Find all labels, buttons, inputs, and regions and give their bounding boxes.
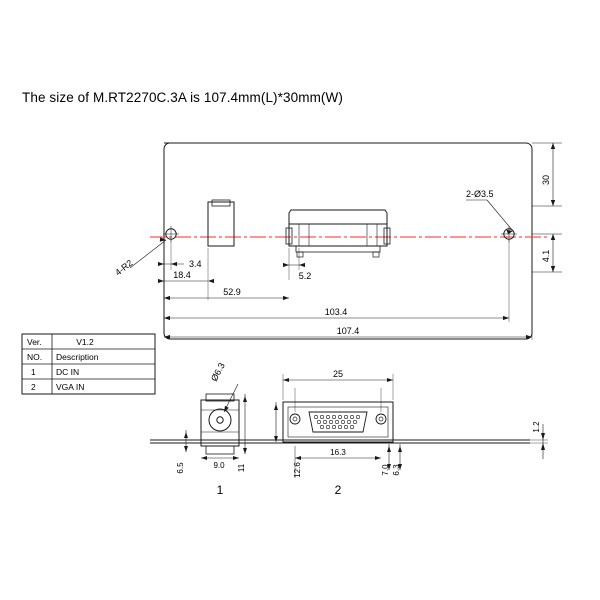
jack-height-label: 6.5 bbox=[176, 462, 185, 474]
dim-107-4 bbox=[164, 326, 532, 339]
dim-52-9-label: 52.9 bbox=[223, 287, 241, 297]
vga-width-label: 25 bbox=[332, 369, 344, 379]
pcb-thickness-label: 1.2 bbox=[532, 421, 541, 433]
table-cell-no-label: NO. bbox=[27, 352, 43, 362]
dim-5-2-label: 5.2 bbox=[298, 271, 312, 281]
dim-18-4 bbox=[158, 270, 214, 283]
revision-table bbox=[22, 334, 155, 394]
dc-jack-top bbox=[208, 200, 234, 246]
vga-in-detail-view bbox=[274, 369, 548, 497]
extension-lines bbox=[164, 240, 532, 340]
dim-107-4-label: 107.4 bbox=[336, 326, 360, 336]
vga-connector-top bbox=[286, 210, 390, 257]
vga-height-label: 12.6 bbox=[293, 462, 302, 478]
page-title: The size of M.RT2270C.3A is 107.4mm(L)*30mm(W) bbox=[22, 90, 343, 105]
leader-corner-radius bbox=[113, 237, 166, 277]
dim-103-4-label: 103.4 bbox=[324, 307, 348, 317]
dim-4-1 bbox=[532, 234, 562, 272]
hole-spec-label: 2-Ø3.5 bbox=[466, 189, 494, 199]
dim-30 bbox=[532, 143, 562, 206]
corner-radius-label: 4-R2 bbox=[113, 257, 135, 278]
table-cell-desc-label: Description bbox=[56, 352, 99, 362]
table-cell-ver-label: Ver. bbox=[27, 337, 42, 347]
dim-30-label: 30 bbox=[541, 174, 551, 186]
table-cell-row2-no: 2 bbox=[31, 382, 36, 392]
mounting-hole-right bbox=[501, 226, 517, 242]
table-cell-row2-desc: VGA IN bbox=[56, 382, 85, 392]
jack-width-label: 11 bbox=[237, 463, 246, 473]
table-cell-row1-desc: DC IN bbox=[56, 367, 80, 377]
board-outline bbox=[164, 143, 532, 339]
dim-3-4 bbox=[158, 259, 202, 269]
dc-in-caption: 1 bbox=[216, 483, 224, 497]
jack-diameter-label: Ø6.3 bbox=[208, 361, 227, 383]
dim-5-2 bbox=[283, 263, 311, 281]
dim-3-4-label: 3.4 bbox=[189, 259, 202, 269]
dc-in-detail-view bbox=[150, 361, 283, 497]
dim-52-9 bbox=[164, 287, 289, 300]
vga-dim-7-0-label: 7.0 bbox=[381, 464, 390, 476]
jack-depth-label: 9.0 bbox=[213, 461, 225, 470]
table-cell-row1-no: 1 bbox=[31, 367, 36, 377]
dim-18-4-label: 18.4 bbox=[173, 270, 191, 280]
mounting-hole-left bbox=[163, 226, 179, 242]
dim-103-4 bbox=[164, 307, 509, 320]
table-cell-ver-value: V1.2 bbox=[76, 337, 94, 347]
vga-screw-spacing-label: 16.3 bbox=[330, 448, 346, 457]
dim-4-1-label: 4.1 bbox=[541, 249, 551, 263]
vga-in-caption: 2 bbox=[334, 483, 342, 497]
leader-hole-spec bbox=[466, 189, 513, 234]
vga-dim-6-3-label: 6.3 bbox=[392, 464, 401, 476]
